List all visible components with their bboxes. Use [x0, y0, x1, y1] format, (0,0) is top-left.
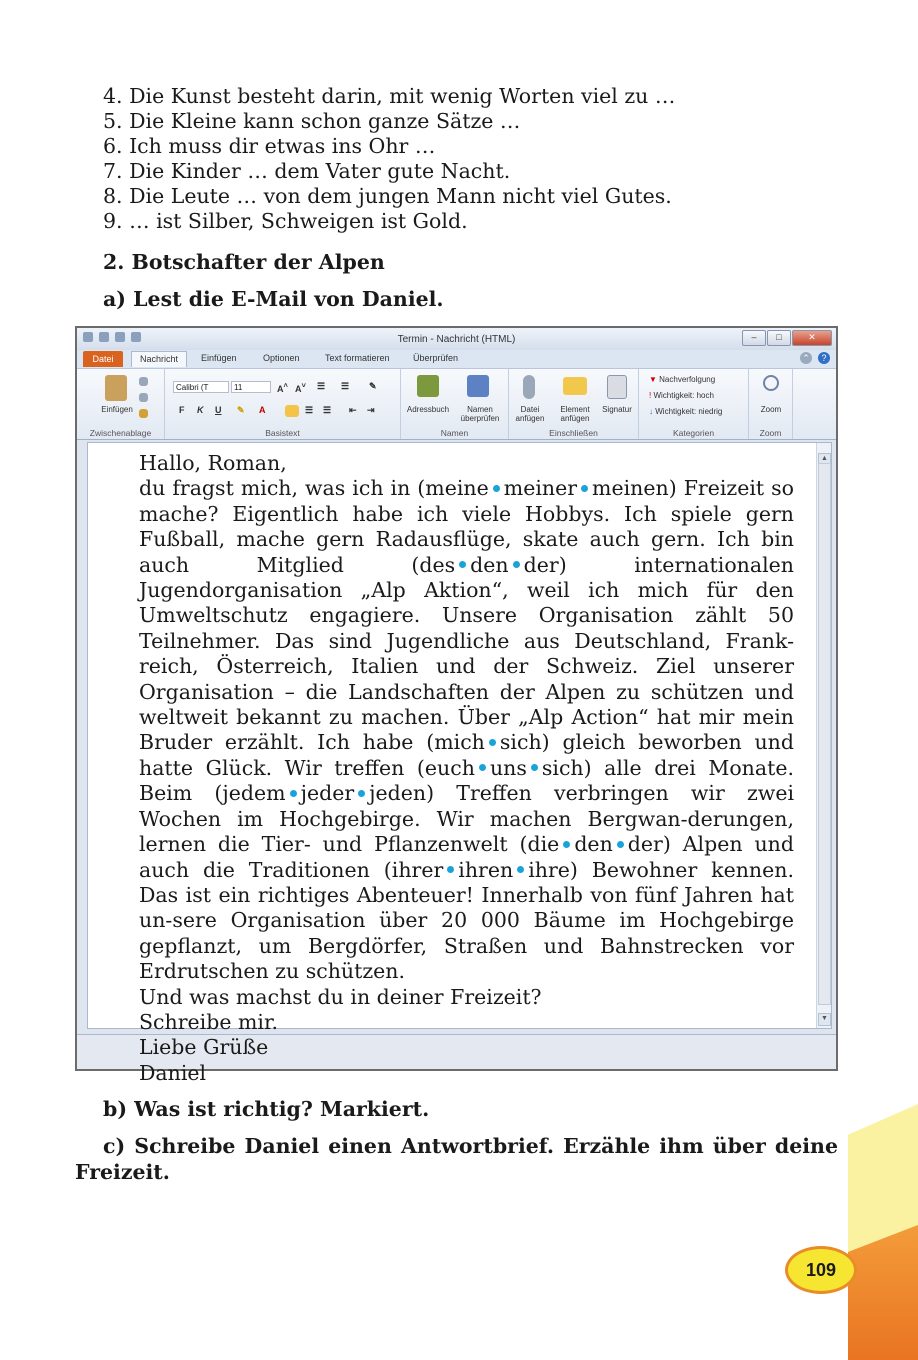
email-text-segment: uns [489, 755, 527, 780]
section-title: 2. Botschafter der Alpen [103, 250, 385, 274]
basic-text-group [165, 369, 401, 439]
attach-item-label-1[interactable]: Element [560, 405, 590, 414]
vertical-scrollbar[interactable] [816, 443, 831, 1028]
font-color-icon[interactable]: A [259, 405, 266, 415]
email-question: Und was machst du in deiner Freizeit? [139, 984, 542, 1009]
page-number: 109 [785, 1246, 857, 1294]
email-text-segment: sich) alle drei Monate. Beim (jedem [139, 755, 794, 806]
basic-text-group-label: Basistext [265, 428, 300, 438]
scrollbar-thumb[interactable] [818, 463, 831, 1005]
email-text-segment: der) Alpen und auch die Traditionen (ihrer [139, 832, 794, 882]
choice-dot [513, 561, 520, 568]
numbering-icon[interactable]: ☰ [341, 381, 350, 391]
zoom-label[interactable]: Zoom [760, 405, 782, 414]
zoom-group-label: Zoom [759, 428, 782, 438]
font-name-select[interactable]: Calibri (T [173, 381, 229, 393]
tags-group: ▼ Nachverfolgung ! Wichtigkeit: hoch ↓ Wichtigkeit: niedrig Kategorien [639, 369, 749, 439]
align-center-icon[interactable]: ☰ [305, 405, 314, 415]
clear-format-icon[interactable]: ✎ [369, 381, 377, 391]
ribbon [77, 368, 836, 440]
check-names-label-1[interactable]: Namen [467, 405, 493, 414]
email-text-segment: meiner [503, 476, 578, 501]
attach-file-icon[interactable] [523, 375, 535, 399]
tab-file[interactable]: Datei [83, 351, 123, 367]
choice-dot [489, 739, 496, 746]
list-item: 6. Ich muss dir etwas ins Ohr … [103, 134, 436, 158]
list-item: 9. … ist Silber, Schweigen ist Gold. [103, 209, 468, 233]
choice-dot [531, 764, 538, 771]
shrink-font-icon[interactable]: A˅ [295, 381, 306, 394]
choice-dot [358, 790, 365, 797]
signature-icon[interactable] [607, 375, 627, 399]
task-a: a) Lest die E-Mail von Daniel. [103, 287, 444, 311]
include-group [509, 369, 639, 439]
email-text-segment: meinen) Freizeit so mache? Eigentlich habe ich viele Hobbys. Ich spiele gern Fußball, mache gern Radausflüge, skate auch gern. Ich bin auch Mitglied (des [139, 476, 794, 577]
clipboard-group [77, 369, 165, 439]
email-greeting: Hallo, Roman, [139, 451, 287, 475]
choice-dot [563, 841, 570, 848]
attach-file-label-1[interactable]: Datei [520, 405, 540, 414]
email-text-segment: du fragst mich, was ich in (meine [139, 476, 489, 501]
check-names-icon[interactable] [467, 375, 489, 397]
ribbon-tabs [77, 350, 836, 368]
choice-dot [479, 764, 486, 771]
choice-dot [290, 790, 297, 797]
task-b: b) Was ist richtig? Markiert. [103, 1097, 430, 1121]
choice-dot [493, 485, 500, 492]
email-write: Schreibe mir. [139, 1009, 279, 1034]
email-text-segment: jeden) Treffen verbringen wir zwei Wochen im Hochgebirge. Wir machen Bergwan-derungen, lernen die Tier- und Pflanzenwelt (die [139, 781, 795, 857]
tab-options[interactable]: Optionen [263, 353, 300, 363]
clipboard-group-label: Zwischenablage [89, 428, 152, 438]
include-group-label: Einschließen [549, 428, 598, 438]
highlight-icon[interactable]: ✎ [237, 405, 245, 415]
list-item: 5. Die Kleine kann schon ganze Sätze … [103, 109, 521, 133]
tab-message[interactable]: Nachricht [131, 351, 187, 367]
underline-button[interactable]: U [215, 405, 222, 415]
names-group-label: Namen [440, 428, 469, 438]
names-group [401, 369, 509, 439]
scroll-up-icon[interactable]: ▲ [818, 453, 831, 466]
help-area [800, 352, 830, 364]
address-book-label[interactable]: Adressbuch [406, 405, 450, 414]
cut-icon[interactable] [139, 377, 148, 386]
title-bar [77, 328, 836, 350]
email-paragraph [104, 476, 794, 984]
list-item: 4. Die Kunst besteht darin, mit wenig Worten viel zu … [103, 84, 676, 108]
choice-dot [447, 866, 454, 873]
close-button[interactable]: ✕ [792, 330, 832, 346]
email-regards: Liebe Grüße [139, 1035, 269, 1060]
align-left-icon[interactable] [285, 405, 299, 417]
tags-group-label: Kategorien [672, 428, 715, 438]
email-text-segment: jeder [300, 781, 355, 806]
choice-dot [581, 485, 588, 492]
tab-format-text[interactable]: Text formatieren [325, 353, 390, 363]
choice-dot [617, 841, 624, 848]
choice-dot [517, 866, 524, 873]
list-item: 7. Die Kinder … dem Vater gute Nacht. [103, 159, 511, 183]
follow-up-label[interactable]: Nachverfolgung [659, 375, 716, 384]
email-text-segment: der) internationalen Jugendorganisation „Alp Aktion“, weil ich mich für den Umweltschutz engagiere. Unsere Organisation zählt 50 Teilnehmer. Das sind Jugendliche aus Deutschland, Frank-reich, Österreich, Italien und der Schweiz. Ziel unserer Organisation – die Landschaften der Alpen zu schützen und weltweit bekannt zu machen. Über „Alp Action“ hat mir mein Bruder erzählt. Ich habe (mich [139, 552, 794, 755]
maximize-button[interactable]: □ [767, 330, 791, 346]
increase-indent-icon[interactable]: ⇥ [367, 405, 375, 415]
email-text [104, 451, 794, 1086]
email-text-segment: den [470, 552, 509, 577]
attach-item-label-2[interactable]: anfügen [560, 414, 590, 423]
email-text-segment: ihre) Bewohner kennen. Das ist ein richtiges Abenteuer! Innerhalb von fünf Jahren hat un-sere Organisation über 20 000 Bäume im Hochgebirge gepflanzt, um Bergdörfer, Straßen und Bahnstrecken vor Erdrutschen zu schützen. [139, 857, 794, 984]
low-importance-label[interactable]: Wichtigkeit: niedrig [655, 407, 723, 416]
tab-review[interactable]: Überprüfen [413, 353, 459, 363]
high-importance-label[interactable]: Wichtigkeit: hoch [653, 391, 714, 400]
choice-dot [459, 561, 466, 568]
attach-item-icon[interactable] [563, 377, 587, 395]
paste-icon[interactable] [105, 375, 127, 401]
zoom-icon[interactable] [763, 375, 779, 391]
paste-label[interactable]: Einfügen [101, 405, 133, 414]
format-painter-icon[interactable] [139, 409, 148, 418]
scroll-down-icon[interactable]: ▼ [818, 1013, 831, 1026]
window-controls [742, 330, 832, 346]
zoom-group [749, 369, 793, 439]
email-text-segment: sich) gleich beworben und hatte Glück. Wir treffen (euch [139, 730, 794, 780]
tab-insert[interactable]: Einfügen [201, 353, 237, 363]
exercise-list [103, 84, 823, 234]
italic-button[interactable]: K [197, 405, 204, 415]
address-book-icon[interactable] [417, 375, 439, 397]
copy-icon[interactable] [139, 393, 148, 402]
email-text-segment: ihren [458, 857, 514, 882]
check-names-label-2[interactable]: überprüfen [460, 414, 500, 423]
font-size-select[interactable]: 11 [231, 381, 271, 393]
email-text-segment: den [574, 832, 613, 857]
help-icon[interactable]: ? [818, 352, 830, 364]
list-item: 8. Die Leute … von dem jungen Mann nicht viel Gutes. [103, 184, 672, 208]
collapse-ribbon-icon[interactable]: ⌃ [800, 352, 812, 364]
attach-file-label-2[interactable]: anfügen [515, 414, 545, 423]
decrease-indent-icon[interactable]: ⇤ [349, 405, 357, 415]
minimize-button[interactable]: – [742, 330, 766, 346]
signature-label[interactable]: Signatur [602, 405, 632, 414]
bullets-icon[interactable]: ☰ [317, 381, 326, 391]
email-signature: Daniel [139, 1060, 207, 1085]
bold-button[interactable]: F [179, 405, 185, 415]
task-c: c) Schreibe Daniel einen Antwortbrief. Erzähle ihm über deine Freizeit. [75, 1134, 838, 1184]
align-right-icon[interactable]: ☰ [323, 405, 332, 415]
window-title: Termin - Nachricht (HTML) [397, 334, 516, 345]
grow-font-icon[interactable]: A˄ [277, 381, 288, 394]
